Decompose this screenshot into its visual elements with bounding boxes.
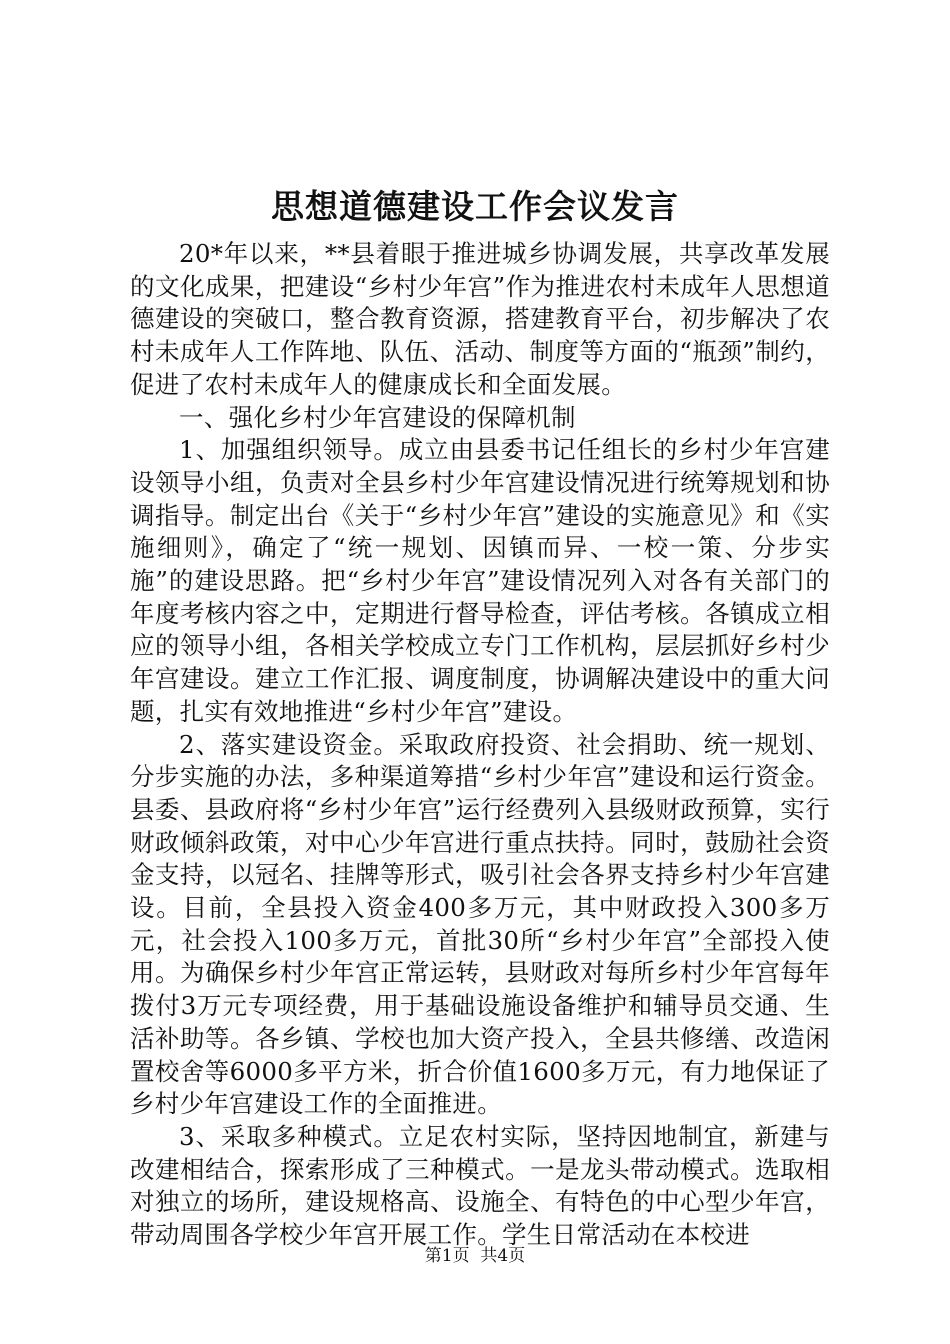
paragraph-modes: 3、采取多种模式。立足农村实际，坚持因地制宜，新建与改建相结合，探索形成了三种模式。一是龙头带动模式。选取相对独立的场所，建设规格高、设施全、有特色的中心型少年宫，带动周围各学校少年宫开展工作。学生日常活动在本校进 <box>130 1121 830 1250</box>
paragraph-funding: 2、落实建设资金。采取政府投资、社会捐助、统一规划、分步实施的办法，多种渠道筹措“乡村少年宫”建设和运行资金。县委、县政府将“乡村少年宫”运行经费列入县级财政预算，实行财政倾斜政策，对中心少年宫进行重点扶持。同时，鼓励社会资金支持，以冠名、挂牌等形式，吸引社会各界支持乡村少年宫建设。目前，全县投入资金400多万元，其中财政投入300多万元，社会投入100多万元，首批30所“乡村少年宫”全部投入使用。为确保乡村少年宫正常运转，县财政对每所乡村少年宫每年拨付3万元专项经费，用于基础设施设备维护和辅导员交通、生活补助等。各乡镇、学校也加大资产投入，全县共修缮、改造闲置校舍等6000多平方米，折合价值1600多万元，有力地保证了乡村少年宫建设工作的全面推进。 <box>130 729 831 1119</box>
paragraph-intro: 20*年以来，**县着眼于推进城乡协调发展，共享改革发展的文化成果，把建设“乡村少年宫”作为推进农村未成年人思想道德建设的突破口，整合教育资源，搭建教育平台，初步解决了农村未成年人工作阵地、队伍、活动、制度等方面的“瓶颈”制约，促进了农村未成年人的健康成长和全面发展。 <box>130 239 830 399</box>
page-number: 第1页 <box>424 1246 470 1266</box>
section-heading: 一、强化乡村少年宫建设的保障机制 <box>179 402 576 432</box>
document-body <box>130 238 830 1252</box>
page-footer <box>0 1244 950 1268</box>
paragraph-organization: 1、加强组织领导。成立由县委书记任组长的乡村少年宫建设领导小组，负责对全县乡村少年宫建设情况进行统筹规划和协调指导。制定出台《关于“乡村少年宫”建设的实施意见》和《实施细则》，确定了“统一规划、因镇而异、一校一策、分步实施”的建设思路。把“乡村少年宫”建设情况列入对各有关部门的年度考核内容之中，定期进行督导检查，评估考核。各镇成立相应的领导小组，各相关学校成立专门工作机构，层层抓好乡村少年宫建设。建立工作汇报、调度制度，协调解决建设中的重大问题，扎实有效地推进“乡村少年宫”建设。 <box>130 435 830 726</box>
document-title: 思想道德建设工作会议发言 <box>271 187 679 226</box>
page-total: 共4页 <box>480 1246 526 1266</box>
